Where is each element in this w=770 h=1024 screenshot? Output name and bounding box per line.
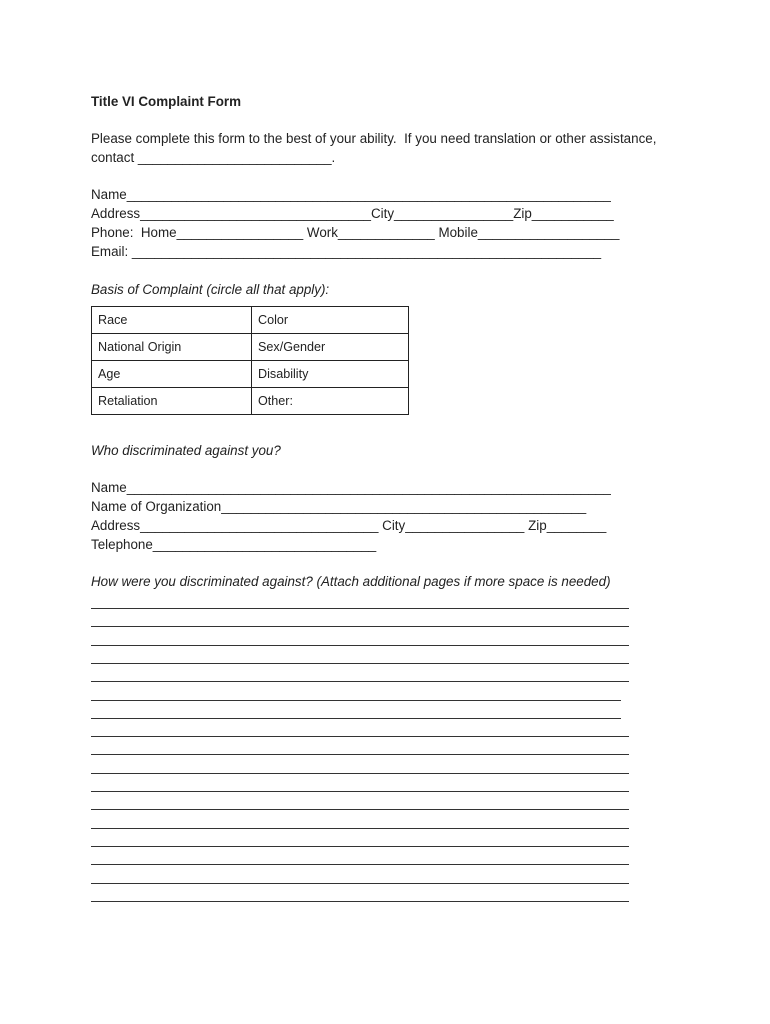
complainant-email-field[interactable]: Email: _______________________________________________________________	[91, 244, 602, 259]
basis-row	[92, 361, 409, 388]
basis-heading: Basis of Complaint (circle all that apply):	[91, 282, 330, 297]
description-line[interactable]	[91, 736, 629, 737]
basis-option-other[interactable]: Other:	[252, 388, 409, 415]
description-line[interactable]	[91, 718, 621, 719]
intro-text-line-1: Please complete this form to the best of your ability. If you need translation or other assistance,	[91, 131, 657, 146]
description-line[interactable]	[91, 809, 629, 810]
description-line[interactable]	[91, 645, 629, 646]
description-line[interactable]	[91, 608, 629, 609]
respondent-telephone-field[interactable]: Telephone______________________________	[91, 537, 377, 552]
respondent-heading: Who discriminated against you?	[91, 443, 281, 458]
description-heading: How were you discriminated against? (Attach additional pages if more space is needed)	[91, 574, 611, 589]
respondent-organization-field[interactable]: Name of Organization_________________________________________________	[91, 499, 587, 514]
description-line[interactable]	[91, 864, 629, 865]
description-line[interactable]	[91, 883, 629, 884]
description-line[interactable]	[91, 681, 629, 682]
basis-option-age[interactable]: Age	[92, 361, 252, 388]
description-line[interactable]	[91, 791, 629, 792]
description-line[interactable]	[91, 901, 629, 902]
respondent-address-field[interactable]: Address________________________________ City________________ Zip________	[91, 518, 607, 533]
description-line[interactable]	[91, 754, 629, 755]
description-line[interactable]	[91, 700, 621, 701]
basis-option-color[interactable]: Color	[252, 307, 409, 334]
basis-option-national-origin[interactable]: National Origin	[92, 334, 252, 361]
basis-row	[92, 388, 409, 415]
basis-option-retaliation[interactable]: Retaliation	[92, 388, 252, 415]
basis-option-sex-gender[interactable]: Sex/Gender	[252, 334, 409, 361]
basis-row	[92, 307, 409, 334]
description-line[interactable]	[91, 828, 629, 829]
basis-table	[91, 306, 409, 415]
description-line[interactable]	[91, 846, 629, 847]
basis-option-disability[interactable]: Disability	[252, 361, 409, 388]
description-line[interactable]	[91, 773, 629, 774]
complainant-name-field[interactable]: Name_________________________________________________________________	[91, 187, 611, 202]
basis-option-race[interactable]: Race	[92, 307, 252, 334]
description-line[interactable]	[91, 626, 629, 627]
form-title: Title VI Complaint Form	[91, 94, 242, 109]
respondent-name-field[interactable]: Name_________________________________________________________________	[91, 480, 611, 495]
complainant-phone-field[interactable]: Phone: Home_________________ Work_____________ Mobile___________________	[91, 225, 620, 240]
intro-text-line-2: contact __________________________.	[91, 150, 336, 165]
description-line[interactable]	[91, 663, 629, 664]
basis-row	[92, 334, 409, 361]
complainant-address-field[interactable]: Address_______________________________City________________Zip___________	[91, 206, 614, 221]
